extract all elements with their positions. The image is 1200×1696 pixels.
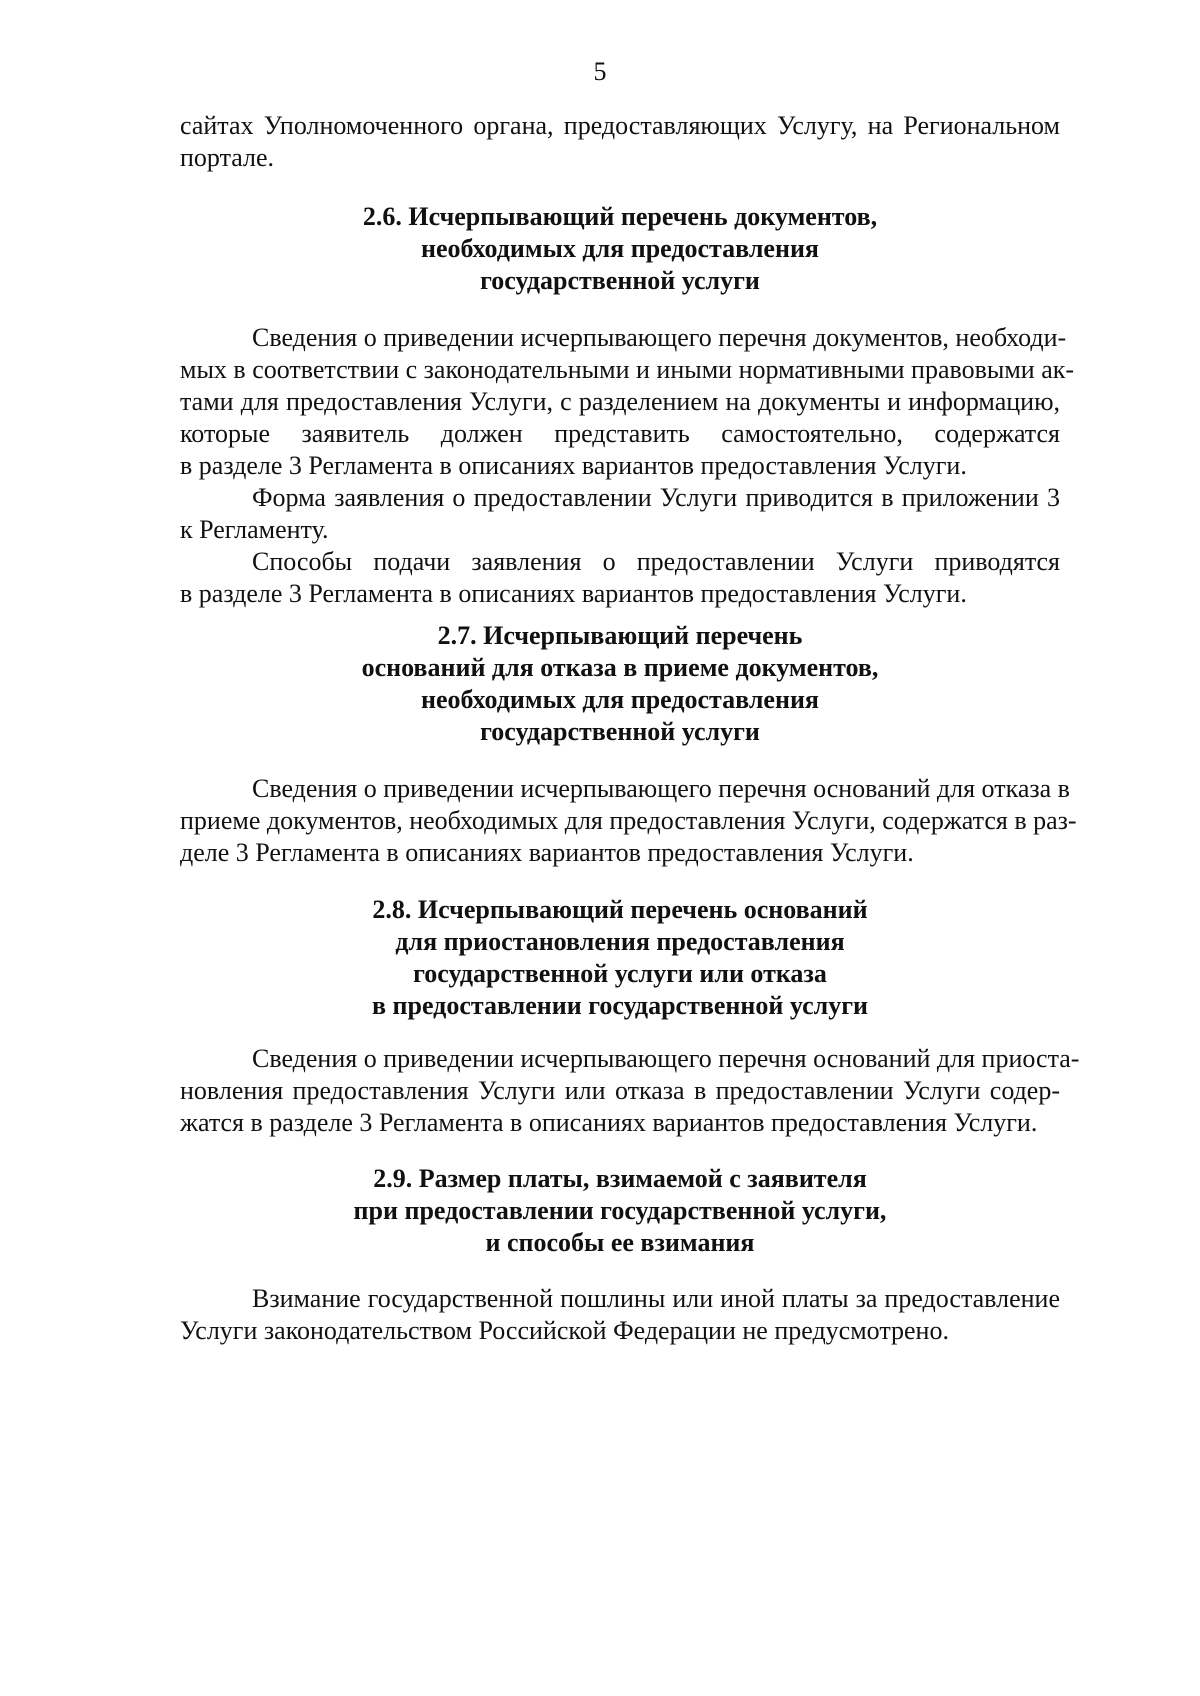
heading-line: в предоставлении государственной услуги (371, 991, 868, 1020)
heading-line: государственной услуги или отказа (413, 959, 827, 988)
section-2-7-body (180, 773, 1077, 869)
section-2-8-heading (180, 894, 1060, 1022)
heading-line: необходимых для предоставления (420, 685, 819, 714)
heading-line: 2.9. Размер платы, взимаемой с заявителя (373, 1164, 867, 1193)
paragraph-line: Сведения о приведении исчерпывающего перечня документов, необходи- (252, 323, 1067, 352)
paragraph-line: Способы подачи заявления о предоставлении Услуги приводятся (252, 547, 1060, 576)
paragraph-line: деле 3 Регламента в описаниях вариантов предоставления Услуги. (180, 838, 914, 867)
paragraph-line: к Регламенту. (180, 515, 329, 544)
heading-line: для приостановления предоставления (395, 927, 845, 956)
heading-line: 2.6. Исчерпывающий перечень документов, (362, 202, 878, 231)
heading-line: при предоставлении государственной услуги, (353, 1196, 887, 1225)
paragraph-line: которые заявитель должен представить самостоятельно, содержатся (180, 419, 1060, 448)
intro-paragraph (180, 110, 1060, 174)
paragraph-line: в разделе 3 Регламента в описаниях вариантов предоставления Услуги. (180, 451, 967, 480)
section-2-7-heading (180, 620, 1060, 748)
paragraph-line: Сведения о приведении исчерпывающего перечня оснований для отказа в (252, 774, 1070, 803)
paragraph-line: в разделе 3 Регламента в описаниях вариантов предоставления Услуги. (180, 579, 967, 608)
section-2-6-heading (180, 201, 1060, 297)
heading-line: и способы ее взимания (485, 1228, 755, 1257)
paragraph-line: новления предоставления Услуги или отказа в предоставлении Услуги содер- (180, 1076, 1060, 1105)
section-2-6-body (180, 322, 1075, 610)
paragraph-line: Форма заявления о предоставлении Услуги приводится в приложении 3 (252, 483, 1060, 512)
paragraph-line: Сведения о приведении исчерпывающего перечня оснований для приоста- (252, 1044, 1080, 1073)
heading-line: необходимых для предоставления (420, 234, 819, 263)
paragraph-line: мых в соответствии с законодательными и иными нормативными правовыми ак- (180, 355, 1075, 384)
heading-line: 2.8. Исчерпывающий перечень оснований (372, 895, 868, 924)
heading-line: государственной услуги (480, 266, 760, 295)
paragraph-line: жатся в разделе 3 Регламента в описаниях вариантов предоставления Услуги. (180, 1108, 1038, 1137)
section-2-9-heading (180, 1163, 1060, 1259)
paragraph-line: Взимание государственной пошлины или иной платы за предоставление (252, 1284, 1060, 1313)
section-2-8-body (180, 1043, 1080, 1139)
page-number: 5 (593, 57, 607, 86)
paragraph-line: Услуги законодательством Российской Федерации не предусмотрено. (180, 1316, 949, 1345)
paragraph-line: портале. (180, 143, 275, 172)
heading-line: 2.7. Исчерпывающий перечень (437, 621, 803, 650)
heading-line: оснований для отказа в приеме документов, (361, 653, 879, 682)
paragraph-line: сайтах Уполномоченного органа, предоставляющих Услугу, на Региональном (180, 111, 1060, 140)
heading-line: государственной услуги (480, 717, 760, 746)
paragraph-line: тами для предоставления Услуги, с разделением на документы и информацию, (180, 387, 1060, 416)
paragraph-line: приеме документов, необходимых для предоставления Услуги, содержатся в раз- (180, 806, 1077, 835)
section-2-9-body (180, 1283, 1060, 1347)
